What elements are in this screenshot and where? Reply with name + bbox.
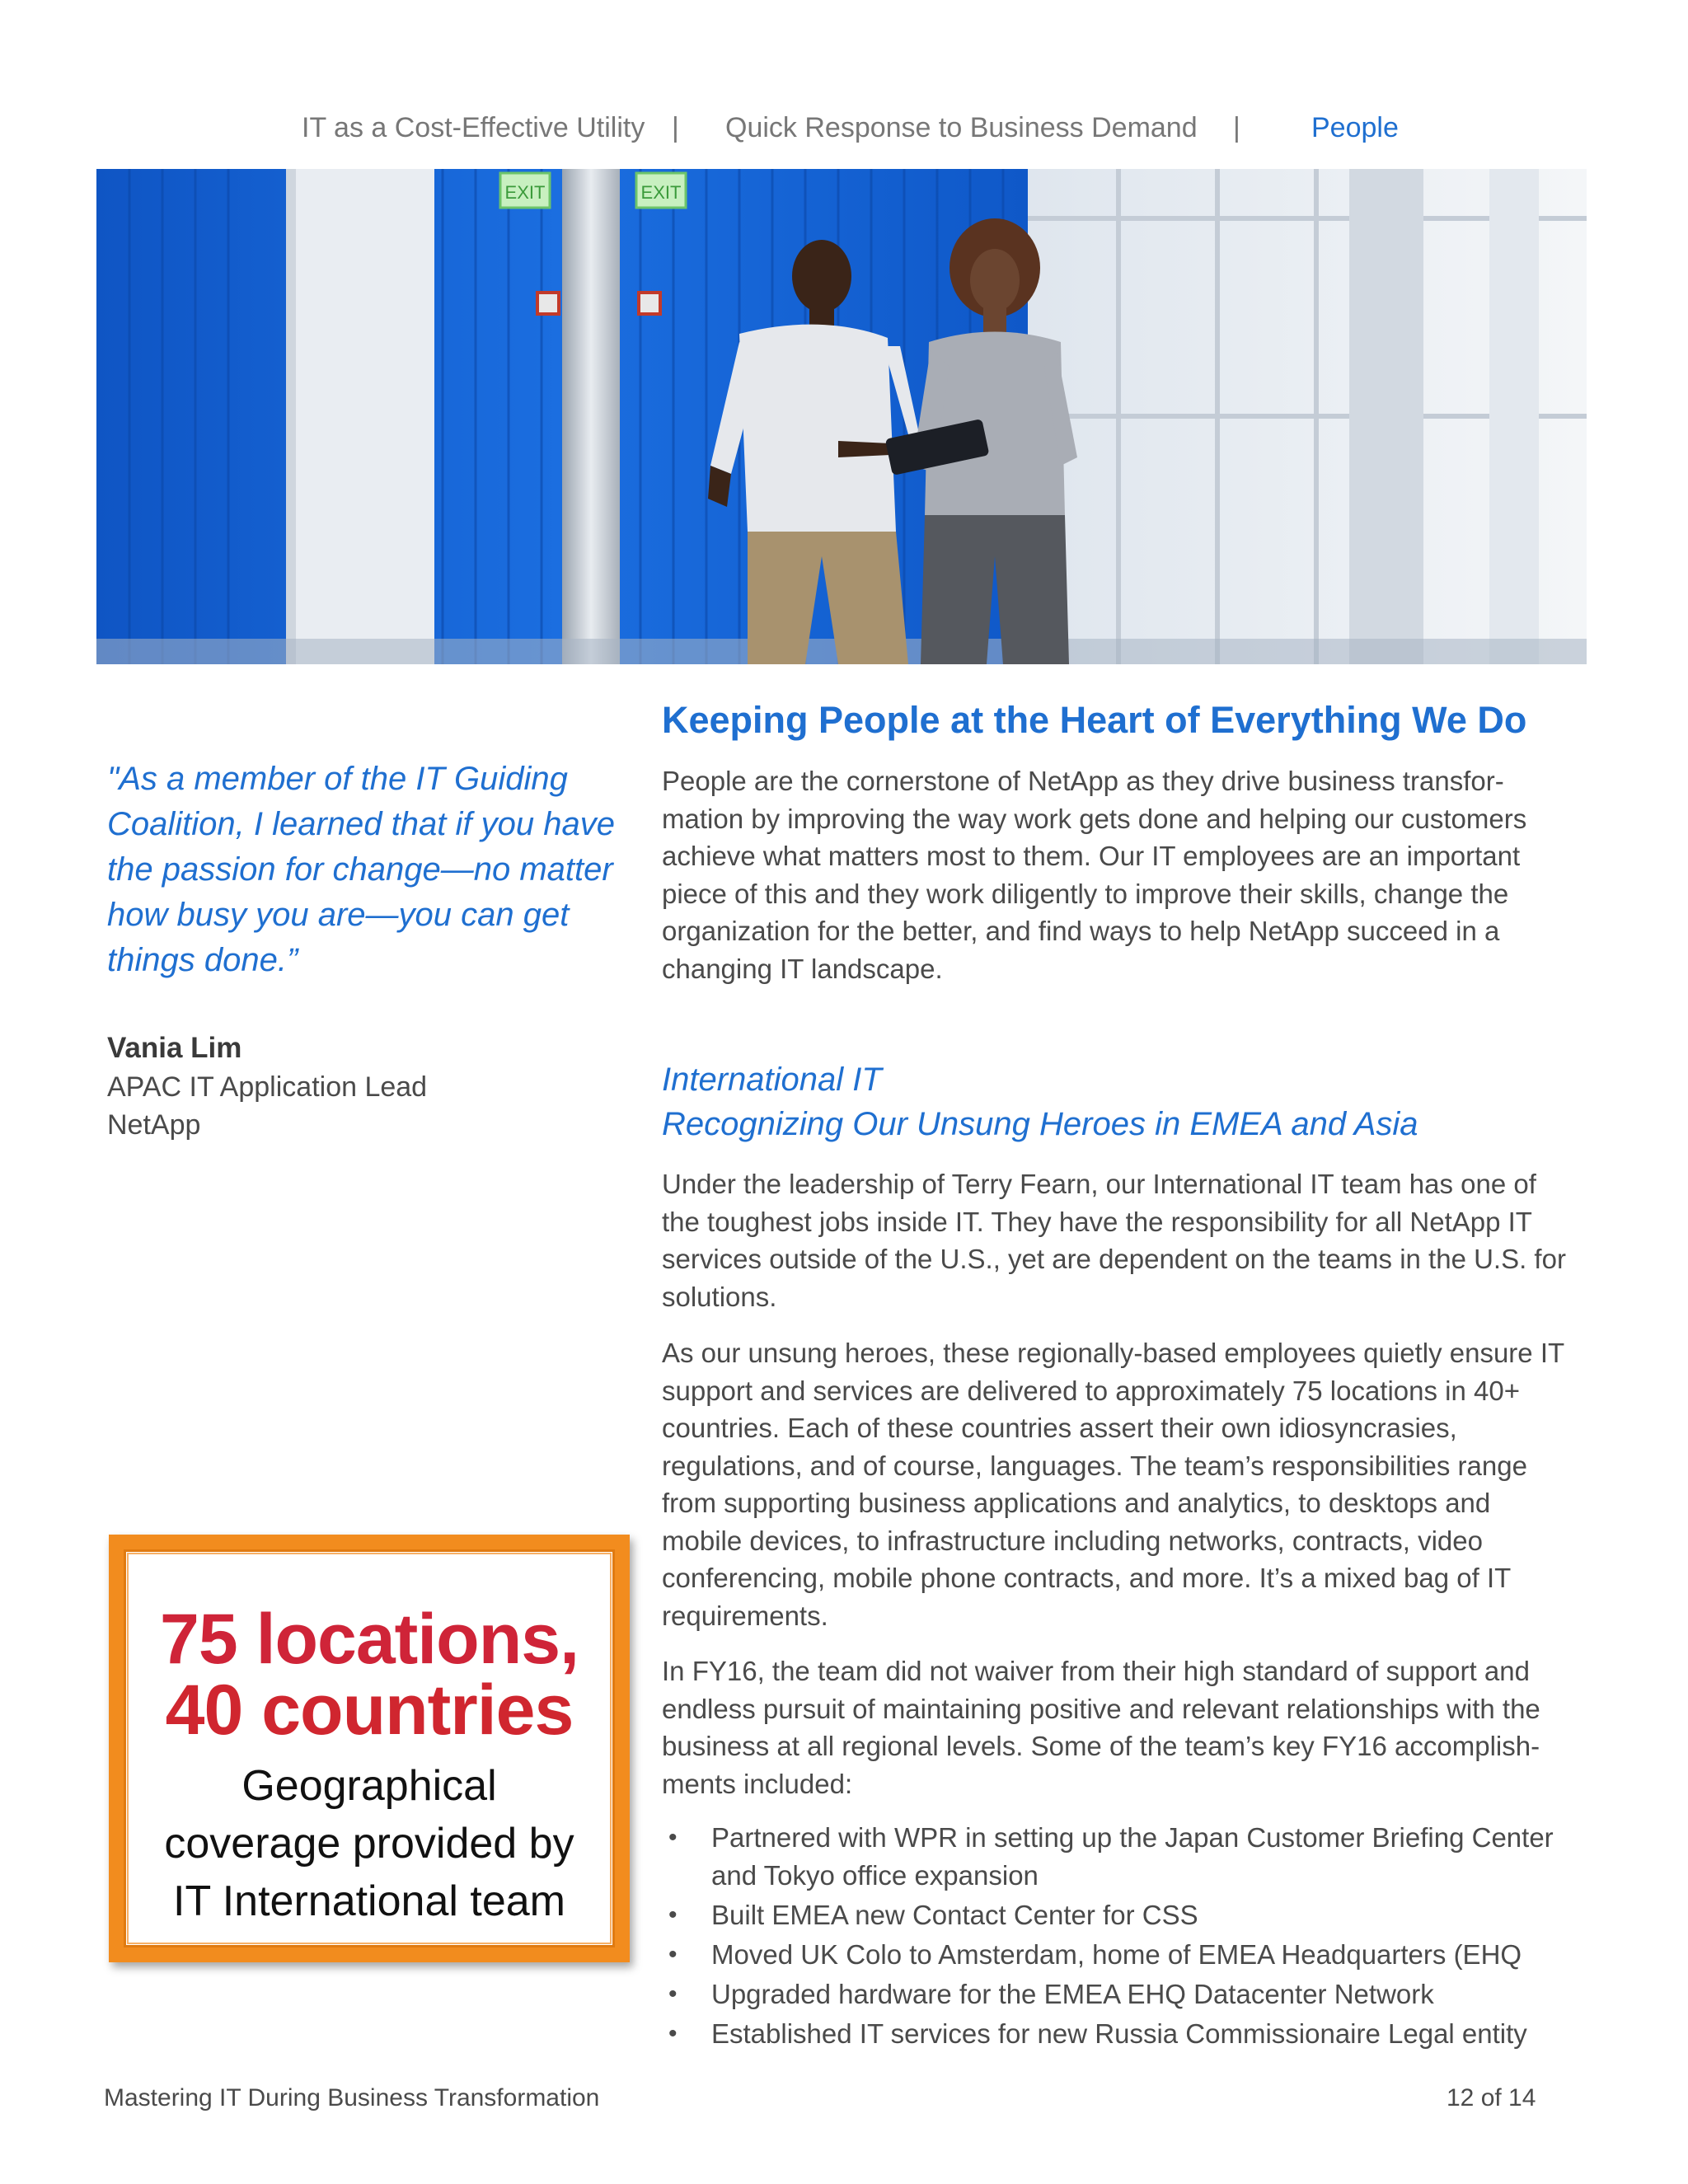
bullet-icon: • <box>668 2020 678 2047</box>
list-item <box>662 1975 1585 2013</box>
exit-sign-text: EXIT <box>640 182 682 203</box>
paragraph-unsung-heroes: As our unsung heroes, these regionally-based employees quietly ensure IT support and services are delivered to approximately 75 locations in 40+ countries. Each of these countries assert their own idiosyncrasies, regulations, and of course, languages. The team’s responsibilities range from supporting business applications and analytics, to desktops and mobile devices, to infrastructure including networks, contracts, video conferencing, mobile phone contracts, and more. It’s a mixed bag of IT requirements. <box>662 1338 1564 1631</box>
subheading-international-it: International IT <box>662 1062 882 1098</box>
list-item-text: Upgraded hardware for the EMEA EHQ Datacenter Network <box>711 1979 1434 2009</box>
quote-author-company: NetApp <box>107 1109 201 1141</box>
callout-countries: 40 countries <box>165 1671 574 1750</box>
list-item <box>662 2015 1585 2053</box>
hero-photo <box>96 169 1587 664</box>
nav-item-quick-response[interactable]: Quick Response to Business Demand <box>725 112 1198 143</box>
callout-description <box>124 1757 615 1930</box>
list-item-text: Built EMEA new Contact Center for CSS <box>711 1900 1198 1930</box>
locations-callout <box>109 1535 630 1962</box>
intro-paragraph: People are the cornerstone of NetApp as they drive business transfor-mation by improving the way work gets done and helping our customers achieve what matters most to them. Our IT employees are an important piece of this and they work diligently to improve their skills, change the organization for the better, and find ways to help NetApp succeed in a changing IT landscape. <box>662 766 1527 984</box>
bullet-icon: • <box>668 1824 678 1851</box>
callout-locations: 75 locations, <box>160 1600 579 1679</box>
nav-separator: | <box>672 112 679 143</box>
list-item <box>662 1896 1585 1934</box>
list-item <box>662 1936 1585 1974</box>
callout-description-line: Geographical <box>241 1762 497 1810</box>
pull-quote: "As a member of the IT Guiding Coalition, I learned that if you have the passion for change—no matter how busy you are—you can get things done.” <box>107 761 615 978</box>
list-item-text: Established IT services for new Russia Commissionaire Legal entity <box>711 2018 1527 2049</box>
callout-description-line: IT International team <box>173 1877 565 1925</box>
section-heading: Keeping People at the Heart of Everything We Do <box>662 699 1527 741</box>
hero-illustration <box>96 169 1587 664</box>
callout-description-line: coverage provided by <box>164 1820 574 1868</box>
accomplishments-list <box>662 1819 1585 2053</box>
subheading-unsung-heroes: Recognizing Our Unsung Heroes in EMEA and Asia <box>662 1106 1418 1142</box>
bullet-icon: • <box>668 1901 678 1929</box>
bullet-icon: • <box>668 1980 678 2008</box>
quote-author-title: APAC IT Application Lead <box>107 1071 428 1103</box>
quote-author-name: Vania Lim <box>107 1032 242 1064</box>
exit-sign-text: EXIT <box>504 182 546 203</box>
nav-separator: | <box>1233 112 1240 143</box>
list-item-text: Moved UK Colo to Amsterdam, home of EMEA Headquarters (EHQ <box>711 1939 1522 1970</box>
list-item-text: Partnered with WPR in setting up the Japan Customer Briefing Center and Tokyo office expansion <box>711 1822 1554 1891</box>
list-item <box>662 1819 1585 1895</box>
nav-item-cost-effective-utility[interactable]: IT as a Cost-Effective Utility <box>302 112 645 143</box>
footer-page-number: 12 of 14 <box>1447 2084 1536 2111</box>
footer-document-title: Mastering IT During Business Transformation <box>104 2084 600 2111</box>
paragraph-fy16: In FY16, the team did not waiver from their high standard of support and endless pursuit of maintaining positive and relevant relationships with the business at all regional levels. Some of the team’s key FY16 accomplish-ments included: <box>662 1656 1540 1799</box>
nav-item-people[interactable]: People <box>1311 112 1399 143</box>
bullet-icon: • <box>668 1941 678 1968</box>
paragraph-leadership: Under the leadership of Terry Fearn, our International IT team has one of the toughest jobs inside IT. They have the responsibility for all NetApp IT services outside of the U.S., yet are dependent on the teams in the U.S. for solutions. <box>662 1169 1566 1312</box>
